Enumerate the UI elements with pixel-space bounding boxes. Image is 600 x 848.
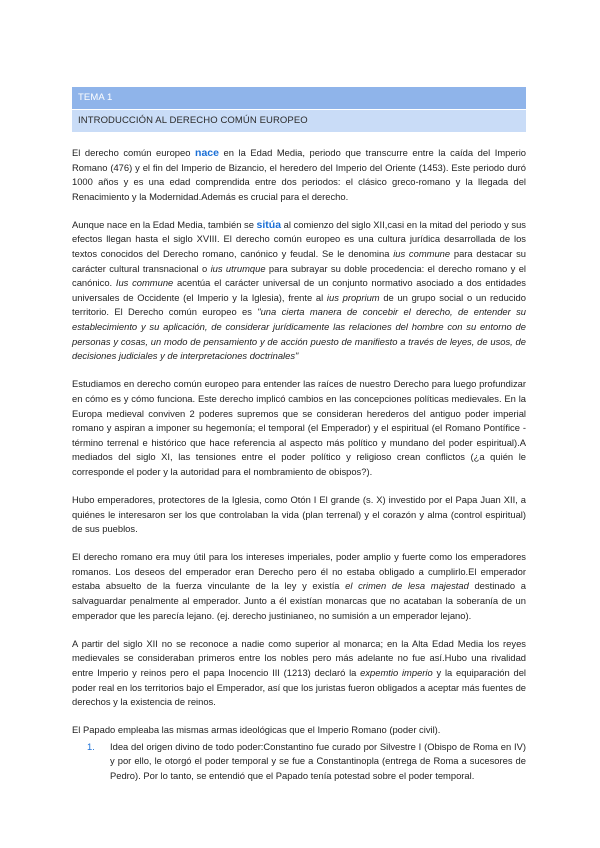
tema-label: TEMA 1 (78, 92, 113, 103)
p2-italic-3: Ius commune (115, 277, 174, 289)
p2-text-e: acentúa el carácter universal de un conjunto normativo asociado a dos entidades universales de Occidente (el Imperio y la Iglesia), frente al (72, 277, 526, 303)
p2-text-f: de un grupo social o un reducido territorio. El Derecho común europeo es (72, 291, 526, 318)
p6-italic-1: expemtio imperio (360, 666, 433, 678)
list-item-text: Idea del origen divino de todo poder:Constantino fue curado por Silvestre I (Obispo de Roma en IV) y por ello, le otorgó el poder temporal y se fue a Constantinopla (entrega de Roma a sucesores de Pedro). Por lo tanto, se entendió que el Papado tenía potestad sobre el poder temporal. (110, 740, 526, 781)
p6-text-a: A partir del siglo XII no se reconoce a nadie como superior al monarca; en la Alta Edad Media los reyes medievales se consideraban primeros entre los nobles pero más adelante no fue así.Hubo una rivalidad entre Imperio y reinos pero el papa Inocencio III (1213) declaró la (72, 637, 526, 678)
p2-text-b: al comienzo del siglo XII,casi en la mitad del periodo y sus efectos llegan hasta el siglo XVIII. El derecho común europeo es una cultura jurídica desarrollada de los textos conocidos del Derecho romano, canónico y feudal. Se le denomina (72, 218, 526, 260)
p2-italic-2: ius utrumque (210, 262, 266, 274)
paragraph-5 (72, 550, 526, 623)
document-body (72, 146, 526, 784)
paragraph-2 (72, 218, 526, 364)
numbered-list (72, 740, 526, 784)
list-item-number: 1. (87, 740, 95, 752)
page-title: INTRODUCCIÓN AL DERECHO COMÚN EUROPEO (78, 115, 308, 126)
list-item (72, 740, 526, 784)
p2-highlight: sitúa (256, 218, 282, 231)
p5-text-b: destinado a salvaguardar penalmente al emperador. Junto a él existían monarcas que no acataban la soberanía de un emperador que les parecía lejano. (ej. derecho justinianeo, no sumisión a un emperador lejano). (72, 580, 526, 621)
p1-highlight: nace (195, 147, 219, 159)
p2-italic-4: ius proprium (326, 291, 380, 303)
p6-text-b: y la equiparación del poder real en los territorios bajo el Emperador, así que los juristas fueron obligados a aceptar más fuentes de derechos y la existencia de reinos. (72, 666, 526, 708)
p5-text-a: El derecho romano era muy útil para los intereses imperiales, poder amplio y fuerte como los emperadores romanos. Los deseos del emperador eran Derecho pero él no estaba obligado a cumplirlo.El emperador estaba absuelto de la fuerza vinculante de la ley y existía (72, 551, 526, 592)
p1-text-a: El derecho común europeo (72, 147, 196, 158)
p2-italic-1: ius commune (393, 248, 451, 260)
paragraph-4: Hubo emperadores, protectores de la Iglesia, como Otón I El grande (s. X) investido por el Papa Juan XII, a quiénes le interesaron ser los que controlaban la vida (plan terrenal) y el corazón y alma (control espiritual) de sus pueblos. (72, 493, 526, 535)
paragraph-7: El Papado empleaba las mismas armas ideológicas que el Imperio Romano (poder civil). (72, 724, 441, 736)
title-header-band (72, 110, 526, 132)
p2-quote: "una cierta manera de concebir el derecho, de entender su establecimiento y su aplicación, de considerar jurídicamente las relaciones del hombre con su entorno de personas y cosas, un modo de pensamiento y de acción puesto de manifiesto a través de leyes, de usos, de decisiones judiciales y de interpretaciones doctrinales" (72, 306, 527, 362)
paragraph-1 (72, 146, 526, 204)
paragraph-6 (72, 637, 526, 710)
p2-text-a: Aunque nace en la Edad Media, también se (72, 218, 257, 230)
tema-header-band (72, 87, 526, 109)
p2-text-c: para destacar su carácter cultural transnacional o (72, 248, 526, 274)
p5-italic-1: el crimen de lesa majestad (345, 580, 469, 592)
p2-text-d: para subrayar su doble procedencia: el derecho romano y el canónico. (72, 262, 526, 289)
p1-text-b: en la Edad Media, periodo que transcurre entre la caída del Imperio Romano (476) y el fin del Imperio de Bizancio, el heredero del Imperio del Oriente (1453). Este periodo duró 1000 años y es una edad comprendida entre dos periodos: el clásico greco-romano y la llegada del Renacimiento y la Modernidad.Además es crucial para el derecho. (72, 147, 526, 202)
paragraph-3: Estudiamos en derecho común europeo para entender las raíces de nuestro Derecho para luego profundizar en cómo es y cómo funciona. Este derecho implicó cambios en las concepciones políticas medievales. En la Europa medieval conviven 2 poderes supremos que se consideran herederos del antiguo poder imperial romano y aspiran a imponer su hegemonía; el temporal (el Emperador) y el espiritual (el Romano Pontífice - término terrenal e histórico que hace referencia al aspecto más político y mundano del poder espiritual).A mediados del siglo XI, las tensiones entre el poder político y religioso crean conflictos (¿a quién le corresponde el poder y la autoridad para el nombramiento de obispos?). (72, 378, 526, 477)
